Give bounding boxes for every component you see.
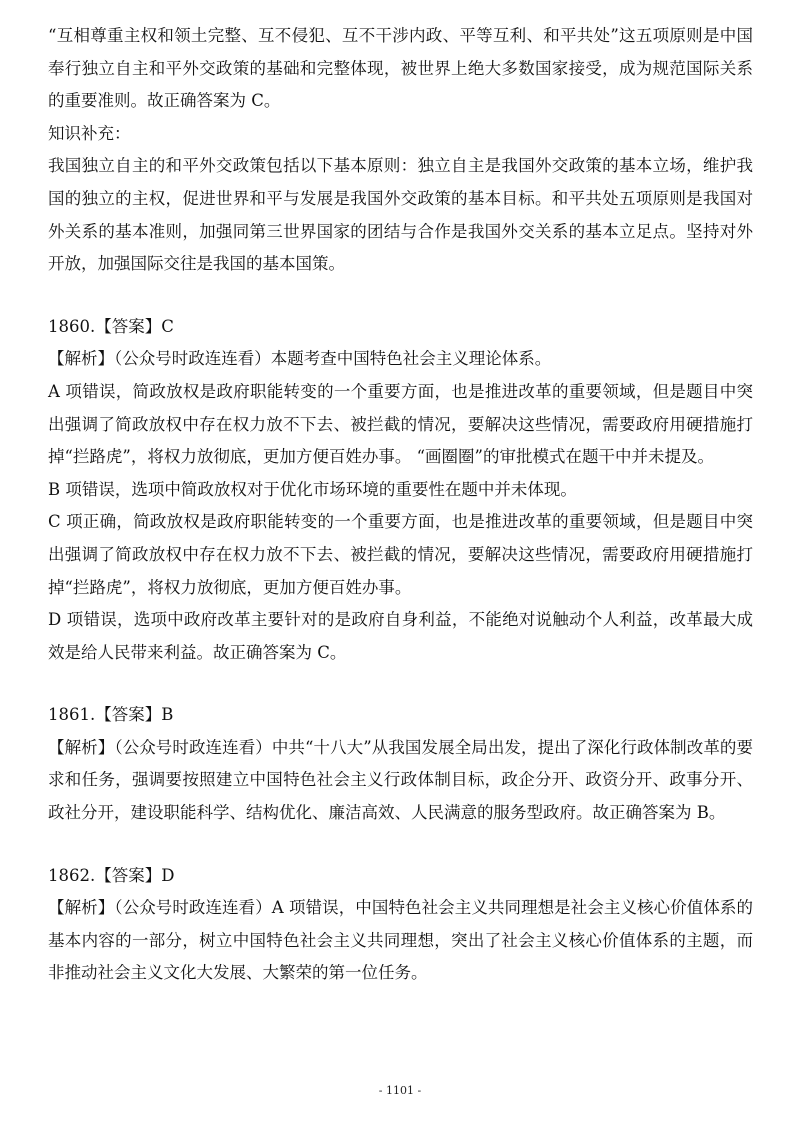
answer-1861-analysis: 【解析】（公众号时政连连看）中共“十八大”从我国发展全局出发，提出了深化行政体制改革的要求和任务，强调要按照建立中国特色社会主义行政体制目标，政企分开、政资分开、政事分开、政社分开，建设职能科学、结构优化、廉洁高效、人民满意的服务型政府。故正确答案为 B。	[48, 737, 753, 823]
answer-1861-heading: 1861.【答案】B	[48, 705, 174, 725]
answer-1860-option-b: B 项错误，选项中简政放权对于优化市场环境的重要性在题中并未体现。	[48, 479, 577, 499]
answer-1860-option-d: D 项错误，选项中政府改革主要针对的是政府自身利益，不能绝对说触动个人利益，改革最大成效是给人民带来利益。故正确答案为 C。	[48, 610, 753, 662]
answer-1862-analysis: 【解析】（公众号时政连连看）A 项错误，中国特色社会主义共同理想是社会主义核心价值体系的基本内容的一部分，树立中国特色社会主义共同理想，突出了社会主义核心价值体系的主题，而非推动社会主义文化大发展、大繁荣的第一位任务。	[48, 898, 753, 983]
section-spacer	[48, 281, 753, 311]
answer-1860-analysis: 【解析】（公众号时政连连看）本题考查中国特色社会主义理论体系。	[48, 349, 552, 369]
knowledge-supplement-paragraph: 我国独立自主的和平外交政策包括以下基本原则：独立自主是我国外交政策的基本立场，维护我国的独立的主权，促进世界和平与发展是我国外交政策的基本目标。和平共处五项原则是我国对外关系的基本准则，加强同第三世界国家的团结与合作是我国外交关系的基本立足点。坚持对外开放，加强国际交往是我国的基本国策。	[48, 156, 753, 274]
section-spacer	[48, 830, 753, 860]
knowledge-supplement-heading: 知识补充：	[48, 123, 131, 143]
intro-paragraph: “互相尊重主权和领土完整、互不侵犯、互不干涉内政、平等互利、和平共处”这五项原则是中国奉行独立自主和平外交政策的基础和完整体现，被世界上绝大多数国家接受，成为规范国际关系的重要准则。故正确答案为 C。	[48, 26, 753, 111]
section-spacer	[48, 669, 753, 699]
document-body	[48, 20, 753, 990]
answer-1860-option-c: C 项正确，简政放权是政府职能转变的一个重要方面，也是推进改革的重要领域，但是题目中突出强调了简政放权中存在权力放不下去、被拦截的情况，要解决这些情况，需要政府用硬措施打掉“拦路虎”，将权力放彻底，更加方便百姓办事。	[48, 512, 753, 597]
page-number: - 1101 -	[378, 1084, 422, 1097]
answer-1860-heading: 1860.【答案】C	[48, 316, 174, 336]
answer-1860-option-a: A 项错误，简政放权是政府职能转变的一个重要方面，也是推进改革的重要领域，但是题目中突出强调了简政放权中存在权力放不下去、被拦截的情况，要解决这些情况，需要政府用硬措施打掉“拦路虎”，将权力放彻底，更加方便百姓办事。 “画圈圈”的审批模式在题干中并未提及。	[48, 381, 753, 467]
answer-1862-heading: 1862.【答案】D	[48, 865, 175, 885]
